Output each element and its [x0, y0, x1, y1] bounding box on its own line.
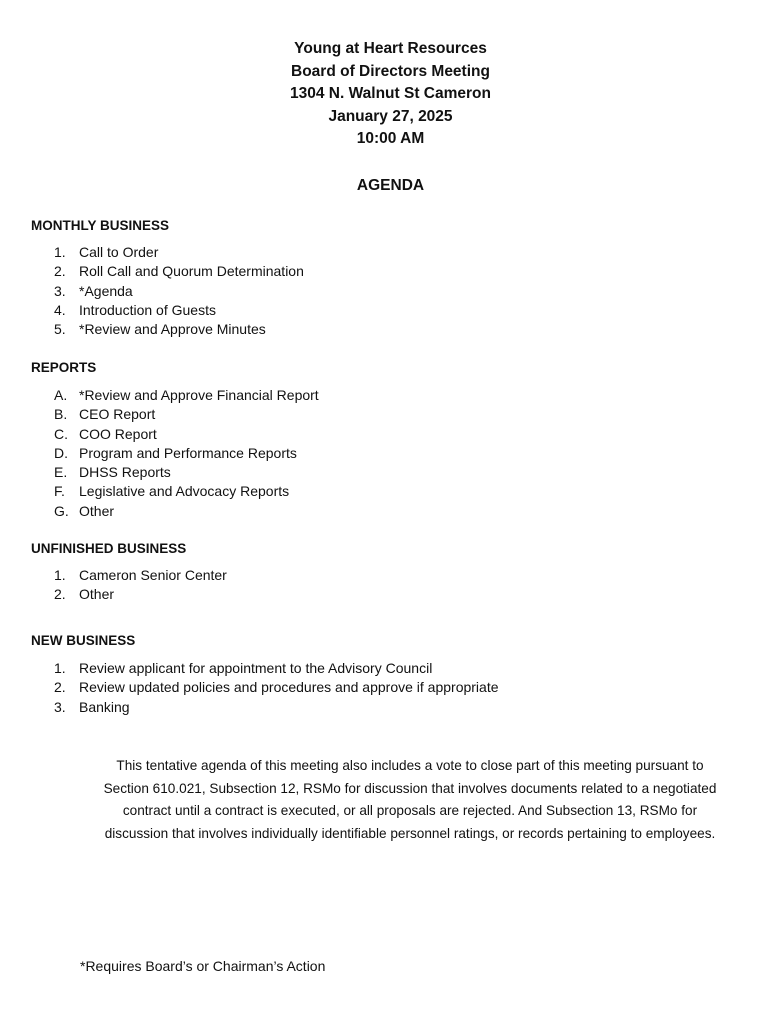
- list-marker: 1.: [54, 567, 66, 583]
- list-item: [54, 262, 304, 281]
- list-marker: C.: [54, 425, 68, 442]
- list-item: [54, 301, 304, 320]
- notice-line: discussion that involves individually identifiable personnel ratings, or records pertaining to employees.: [104, 825, 716, 841]
- list-item-text: *Review and Approve Minutes: [79, 321, 266, 338]
- list-marker: 3.: [54, 282, 66, 299]
- list-item: [54, 405, 319, 424]
- list-marker: 1.: [54, 660, 66, 676]
- list-item: [54, 566, 227, 585]
- list-marker: 5.: [54, 321, 66, 338]
- list-item-text: CEO Report: [79, 406, 156, 423]
- list-marker: E.: [54, 464, 68, 481]
- org-name: Young at Heart Resources: [294, 40, 487, 57]
- new-business-list: [54, 659, 499, 717]
- list-item-text: Legislative and Advocacy Reports: [79, 483, 290, 500]
- list-item: [54, 444, 319, 463]
- section-heading-unfinished-business: UNFINISHED BUSINESS: [31, 541, 187, 556]
- reports-list: [54, 386, 319, 521]
- list-item: [54, 482, 319, 501]
- list-marker: A.: [54, 387, 68, 403]
- notice-line: Section 610.021, Subsection 12, RSMo for discussion that involves documents related to a negotiated: [103, 780, 717, 796]
- list-item-text: Other: [79, 502, 115, 519]
- list-item-text: Review updated policies and procedures and approve if appropriate: [79, 679, 499, 696]
- list-item-text: Cameron Senior Center: [79, 567, 227, 583]
- list-item-text: Other: [79, 586, 115, 603]
- list-marker: G.: [54, 502, 69, 519]
- list-marker: 2.: [54, 586, 66, 603]
- monthly-business-list: [54, 243, 304, 339]
- meeting-address: 1304 N. Walnut St Cameron: [290, 85, 491, 102]
- list-item-text: Review applicant for appointment to the Advisory Council: [79, 660, 433, 676]
- list-item: [54, 698, 499, 717]
- action-footnote: *Requires Board’s or Chairman’s Action: [80, 958, 326, 974]
- list-marker: B.: [54, 406, 68, 423]
- meeting-header: [0, 38, 781, 151]
- list-item: [54, 425, 319, 444]
- list-item: [54, 320, 304, 339]
- list-item: [54, 502, 319, 521]
- list-item-text: *Review and Approve Financial Report: [79, 387, 319, 403]
- list-item: [54, 678, 499, 697]
- list-marker: 4.: [54, 301, 66, 318]
- list-marker: 1.: [54, 244, 66, 260]
- list-item: [54, 585, 227, 604]
- list-item-text: Roll Call and Quorum Determination: [79, 263, 304, 280]
- notice-line: This tentative agenda of this meeting also includes a vote to close part of this meeting pursuant to: [116, 758, 704, 773]
- list-marker: 3.: [54, 698, 66, 715]
- list-item: [54, 463, 319, 482]
- meeting-name: Board of Directors Meeting: [291, 62, 490, 80]
- closed-session-notice: [70, 755, 750, 845]
- unfinished-business-list: [54, 566, 227, 605]
- list-item-text: Introduction of Guests: [79, 301, 216, 318]
- list-marker: 2.: [54, 679, 66, 696]
- list-item-text: *Agenda: [79, 282, 133, 299]
- list-marker: F.: [54, 483, 65, 500]
- section-heading-reports: REPORTS: [31, 360, 97, 375]
- list-item: [54, 282, 304, 301]
- list-item-text: DHSS Reports: [79, 464, 171, 481]
- list-item: [54, 386, 319, 405]
- list-item-text: Call to Order: [79, 244, 159, 260]
- list-item-text: Banking: [79, 698, 130, 715]
- meeting-time: 10:00 AM: [356, 130, 425, 147]
- list-item: [54, 659, 499, 678]
- section-heading-new-business: NEW BUSINESS: [31, 633, 136, 648]
- list-item: [54, 243, 304, 262]
- meeting-date: January 27, 2025: [328, 107, 453, 125]
- list-item-text: COO Report: [79, 425, 157, 442]
- list-marker: 2.: [54, 263, 66, 280]
- section-heading-monthly-business: MONTHLY BUSINESS: [31, 218, 170, 233]
- list-item-text: Program and Performance Reports: [79, 444, 297, 461]
- list-marker: D.: [54, 444, 68, 461]
- notice-line: contract until a contract is executed, or all proposals are rejected. And Subsection 13, RSMo for: [122, 803, 698, 818]
- agenda-title: AGENDA: [356, 177, 425, 194]
